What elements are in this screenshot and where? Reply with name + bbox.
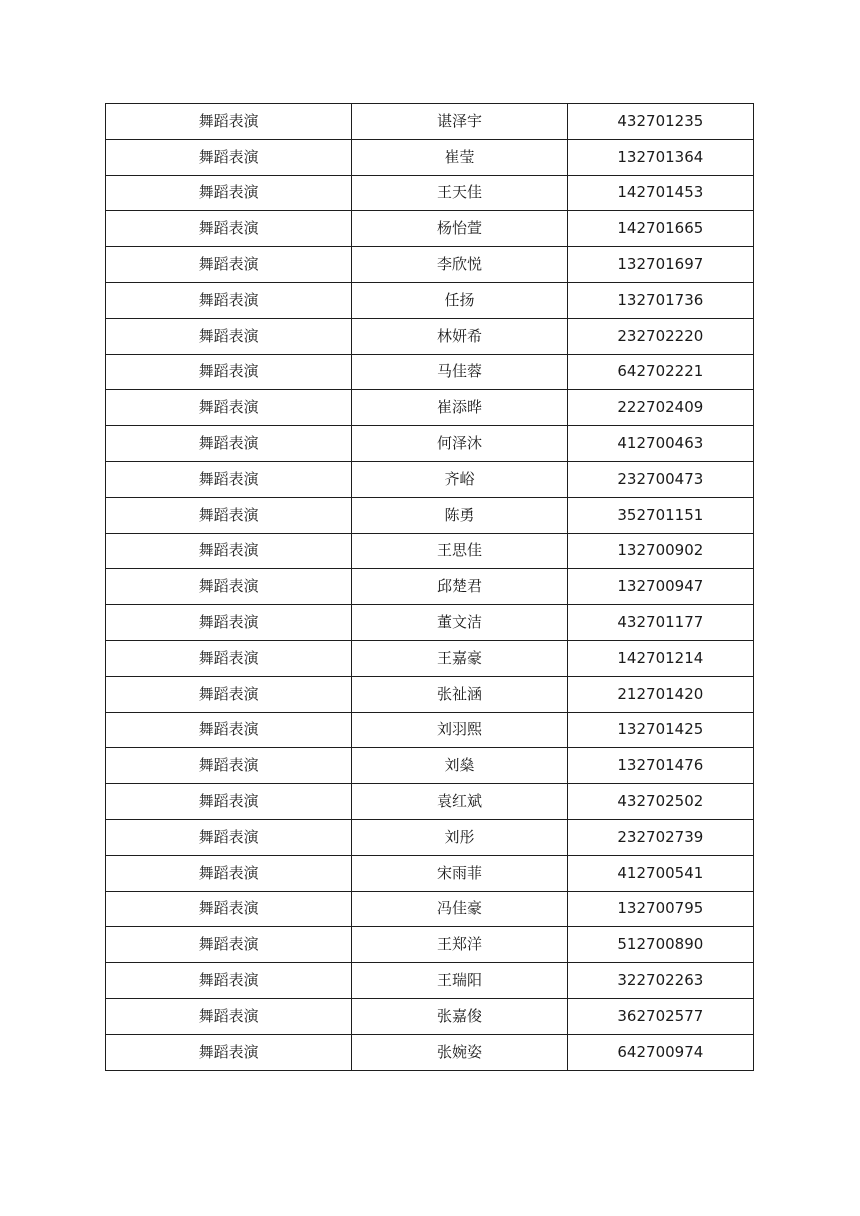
name-cell: 王瑞阳 bbox=[352, 963, 567, 999]
table-row bbox=[106, 247, 754, 283]
category-cell: 舞蹈表演 bbox=[106, 640, 352, 676]
category-cell: 舞蹈表演 bbox=[106, 282, 352, 318]
name-cell: 林妍希 bbox=[352, 318, 567, 354]
student-table bbox=[105, 103, 754, 1071]
table-row bbox=[106, 784, 754, 820]
id-cell: 142701453 bbox=[567, 175, 753, 211]
name-cell: 冯佳豪 bbox=[352, 891, 567, 927]
id-cell: 132701425 bbox=[567, 712, 753, 748]
name-cell: 董文洁 bbox=[352, 605, 567, 641]
id-cell: 132701476 bbox=[567, 748, 753, 784]
name-cell: 刘彤 bbox=[352, 819, 567, 855]
id-cell: 142701665 bbox=[567, 211, 753, 247]
name-cell: 李欣悦 bbox=[352, 247, 567, 283]
table-row bbox=[106, 426, 754, 462]
name-cell: 杨怡萱 bbox=[352, 211, 567, 247]
id-cell: 232702739 bbox=[567, 819, 753, 855]
id-cell: 232702220 bbox=[567, 318, 753, 354]
category-cell: 舞蹈表演 bbox=[106, 676, 352, 712]
id-cell: 362702577 bbox=[567, 998, 753, 1034]
category-cell: 舞蹈表演 bbox=[106, 139, 352, 175]
table-row bbox=[106, 605, 754, 641]
id-cell: 642700974 bbox=[567, 1034, 753, 1070]
name-cell: 张嘉俊 bbox=[352, 998, 567, 1034]
category-cell: 舞蹈表演 bbox=[106, 175, 352, 211]
name-cell: 陈勇 bbox=[352, 497, 567, 533]
table-row bbox=[106, 497, 754, 533]
name-cell: 马佳蓉 bbox=[352, 354, 567, 390]
id-cell: 132701697 bbox=[567, 247, 753, 283]
id-cell: 352701151 bbox=[567, 497, 753, 533]
name-cell: 崔莹 bbox=[352, 139, 567, 175]
category-cell: 舞蹈表演 bbox=[106, 104, 352, 140]
category-cell: 舞蹈表演 bbox=[106, 927, 352, 963]
name-cell: 王思佳 bbox=[352, 533, 567, 569]
table-row bbox=[106, 1034, 754, 1070]
name-cell: 宋雨菲 bbox=[352, 855, 567, 891]
id-cell: 142701214 bbox=[567, 640, 753, 676]
name-cell: 邱楚君 bbox=[352, 569, 567, 605]
table-row bbox=[106, 354, 754, 390]
category-cell: 舞蹈表演 bbox=[106, 354, 352, 390]
table-row bbox=[106, 104, 754, 140]
table-row bbox=[106, 819, 754, 855]
name-cell: 任扬 bbox=[352, 282, 567, 318]
category-cell: 舞蹈表演 bbox=[106, 390, 352, 426]
table-row bbox=[106, 390, 754, 426]
category-cell: 舞蹈表演 bbox=[106, 533, 352, 569]
table-row bbox=[106, 748, 754, 784]
category-cell: 舞蹈表演 bbox=[106, 784, 352, 820]
category-cell: 舞蹈表演 bbox=[106, 891, 352, 927]
name-cell: 谌泽宇 bbox=[352, 104, 567, 140]
name-cell: 刘燊 bbox=[352, 748, 567, 784]
id-cell: 432702502 bbox=[567, 784, 753, 820]
category-cell: 舞蹈表演 bbox=[106, 1034, 352, 1070]
id-cell: 132700947 bbox=[567, 569, 753, 605]
id-cell: 132700795 bbox=[567, 891, 753, 927]
category-cell: 舞蹈表演 bbox=[106, 497, 352, 533]
table-row bbox=[106, 139, 754, 175]
name-cell: 王天佳 bbox=[352, 175, 567, 211]
category-cell: 舞蹈表演 bbox=[106, 461, 352, 497]
category-cell: 舞蹈表演 bbox=[106, 855, 352, 891]
name-cell: 王嘉豪 bbox=[352, 640, 567, 676]
id-cell: 132701736 bbox=[567, 282, 753, 318]
id-cell: 642702221 bbox=[567, 354, 753, 390]
table-row bbox=[106, 461, 754, 497]
category-cell: 舞蹈表演 bbox=[106, 247, 352, 283]
table-row bbox=[106, 855, 754, 891]
id-cell: 222702409 bbox=[567, 390, 753, 426]
id-cell: 322702263 bbox=[567, 963, 753, 999]
name-cell: 齐峪 bbox=[352, 461, 567, 497]
name-cell: 刘羽熙 bbox=[352, 712, 567, 748]
category-cell: 舞蹈表演 bbox=[106, 318, 352, 354]
id-cell: 132700902 bbox=[567, 533, 753, 569]
id-cell: 412700541 bbox=[567, 855, 753, 891]
category-cell: 舞蹈表演 bbox=[106, 998, 352, 1034]
id-cell: 512700890 bbox=[567, 927, 753, 963]
category-cell: 舞蹈表演 bbox=[106, 963, 352, 999]
table-row bbox=[106, 676, 754, 712]
name-cell: 何泽沐 bbox=[352, 426, 567, 462]
name-cell: 张祉涵 bbox=[352, 676, 567, 712]
category-cell: 舞蹈表演 bbox=[106, 605, 352, 641]
id-cell: 132701364 bbox=[567, 139, 753, 175]
category-cell: 舞蹈表演 bbox=[106, 712, 352, 748]
name-cell: 袁红斌 bbox=[352, 784, 567, 820]
table-body bbox=[106, 104, 754, 1071]
id-cell: 412700463 bbox=[567, 426, 753, 462]
category-cell: 舞蹈表演 bbox=[106, 569, 352, 605]
table-row bbox=[106, 318, 754, 354]
id-cell: 232700473 bbox=[567, 461, 753, 497]
category-cell: 舞蹈表演 bbox=[106, 819, 352, 855]
category-cell: 舞蹈表演 bbox=[106, 211, 352, 247]
table-row bbox=[106, 175, 754, 211]
name-cell: 张婉姿 bbox=[352, 1034, 567, 1070]
table-row bbox=[106, 998, 754, 1034]
table-row bbox=[106, 533, 754, 569]
table-row bbox=[106, 569, 754, 605]
table-row bbox=[106, 640, 754, 676]
table-row bbox=[106, 282, 754, 318]
id-cell: 212701420 bbox=[567, 676, 753, 712]
table-row bbox=[106, 891, 754, 927]
table-row bbox=[106, 963, 754, 999]
category-cell: 舞蹈表演 bbox=[106, 748, 352, 784]
table-row bbox=[106, 712, 754, 748]
id-cell: 432701235 bbox=[567, 104, 753, 140]
table-row bbox=[106, 927, 754, 963]
id-cell: 432701177 bbox=[567, 605, 753, 641]
table-row bbox=[106, 211, 754, 247]
category-cell: 舞蹈表演 bbox=[106, 426, 352, 462]
name-cell: 崔添晔 bbox=[352, 390, 567, 426]
name-cell: 王郑洋 bbox=[352, 927, 567, 963]
